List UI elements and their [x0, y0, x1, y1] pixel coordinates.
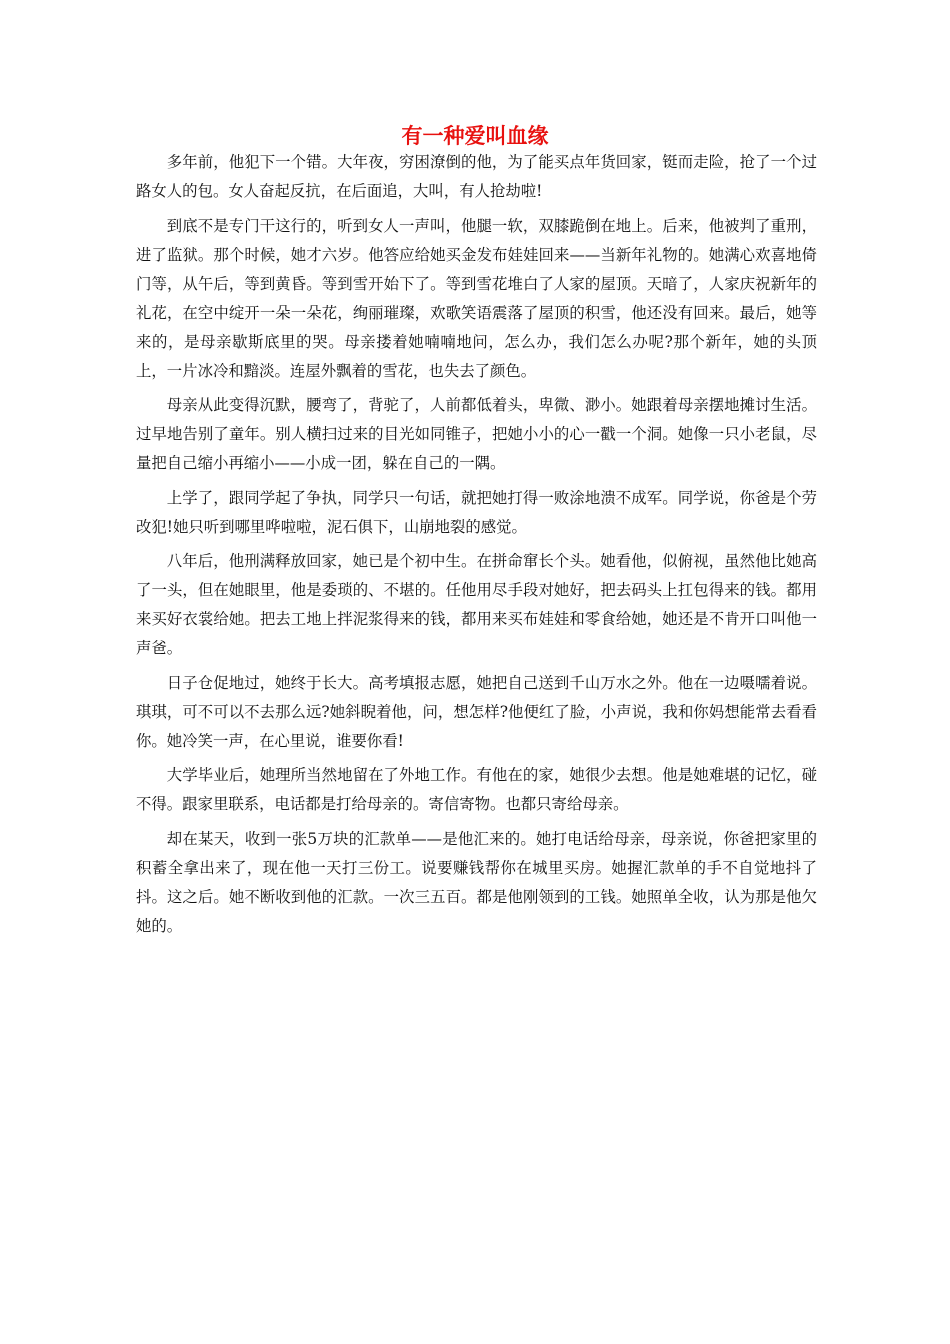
paragraph-4: 上学了，跟同学起了争执，同学只一句话，就把她打得一败涂地溃不成军。同学说，你爸是个劳改犯!她只听到哪里哗啦啦，泥石俱下，山崩地裂的感觉。	[136, 488, 817, 536]
article-body	[136, 148, 817, 946]
article-title: 有一种爱叫血缘	[401, 123, 549, 148]
paragraph-1: 多年前，他犯下一个错。大年夜，穷困潦倒的他，为了能买点年货回家，铤而走险，抢了一个过路女人的包。女人奋起反抗，在后面追，大叫，有人抢劫啦!	[136, 153, 817, 200]
paragraph-6: 日子仓促地过，她终于长大。高考填报志愿，她把自己送到千山万水之外。他在一边嗫嚅着说。琪琪，可不可以不去那么远?她斜睨着他，问，想怎样?他便红了脸，小声说，我和你妈想能常去看看你。她冷笑一声，在心里说，谁要你看!	[136, 673, 817, 750]
paragraph-8: 却在某天，收到一张5万块的汇款单——是他汇来的。她打电话给母亲，母亲说，你爸把家里的积蓄全拿出来了，现在他一天打三份工。说要赚钱帮你在城里买房。她握汇款单的手不自觉地抖了抖。这之后。她不断收到他的汇款。一次三五百。都是他刚领到的工钱。她照单全收，认为那是他欠她的。	[136, 829, 817, 935]
paragraph-5: 八年后，他刑满释放回家，她已是个初中生。在拼命窜长个头。她看他，似俯视，虽然他比她高了一头，但在她眼里，他是委琐的、不堪的。任他用尽手段对她好，把去码头上扛包得来的钱。都用来买好衣裳给她。把去工地上拌泥浆得来的钱，都用来买布娃娃和零食给她，她还是不肯开口叫他一声爸。	[136, 552, 817, 657]
paragraph-2: 到底不是专门干这行的，听到女人一声叫，他腿一软，双膝跪倒在地上。后来，他被判了重刑，进了监狱。那个时候，她才六岁。他答应给她买金发布娃娃回来——当新年礼物的。她满心欢喜地倚门等，从午后，等到黄昏。等到雪开始下了。等到雪花堆白了人家的屋顶。天暗了，人家庆祝新年的礼花，在空中绽开一朵一朵花，绚丽璀璨，欢歌笑语震落了屋顶的积雪，他还没有回来。最后，她等来的，是母亲歇斯底里的哭。母亲搂着她喃喃地问，怎么办，我们怎么办呢?那个新年，她的头顶上，一片冰冷和黯淡。连屋外飘着的雪花，也失去了颜色。	[136, 216, 817, 380]
paragraph-3: 母亲从此变得沉默，腰弯了，背驼了，人前都低着头，卑微、渺小。她跟着母亲摆地摊讨生活。过早地告别了童年。别人横扫过来的目光如同锥子，把她小小的心一戳一个洞。她像一只小老鼠，尽量把自己缩小再缩小——小成一团，躲在自己的一隅。	[136, 396, 817, 472]
paragraph-7: 大学毕业后，她理所当然地留在了外地工作。有他在的家，她很少去想。他是她难堪的记忆，碰不得。跟家里联系，电话都是打给母亲的。寄信寄物。也都只寄给母亲。	[136, 766, 817, 813]
